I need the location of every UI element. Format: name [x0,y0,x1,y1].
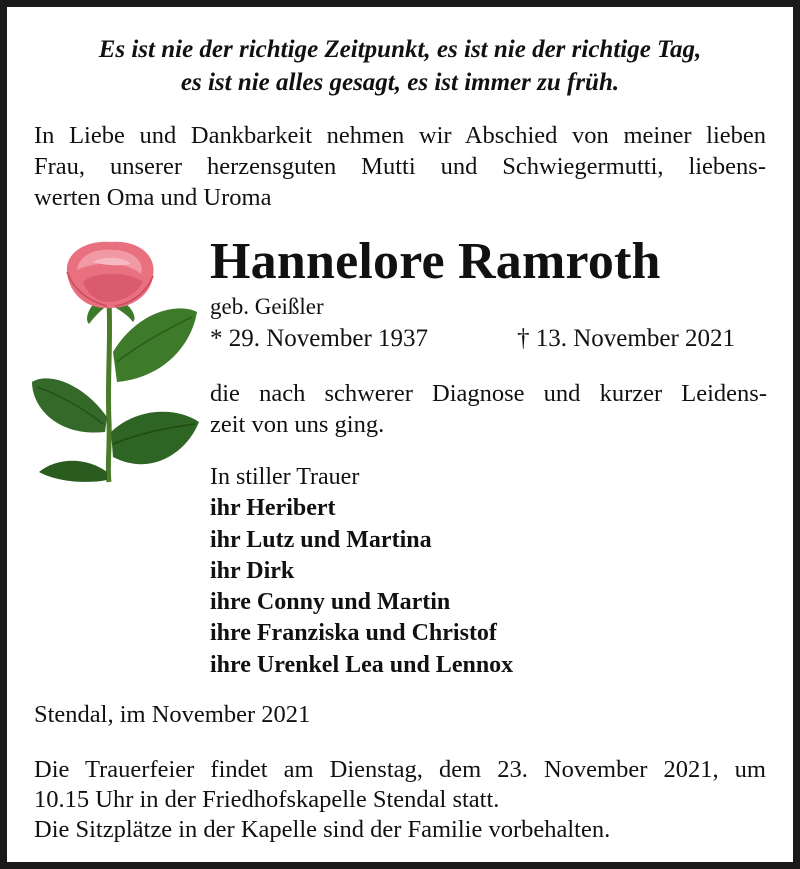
mourners-list [210,462,513,681]
mourner-name: ihr Dirk [210,557,295,584]
motto-line-2: es ist nie alles gesagt, es ist immer zu früh. [180,69,620,96]
passing-line-2: zeit von uns ging. [210,411,385,438]
passing-line-1: die nach schwerer Diagnose und kurzer Leidens- [210,380,767,407]
mourner-name: ihre Urenkel Lea und Lennox [210,651,514,678]
mourner-name: ihr Lutz und Martina [210,526,432,553]
mourner-name: ihre Franziska und Christof [210,620,497,647]
intro-line-1: In Liebe und Dankbarkeit nehmen wir Abschied von meiner lieben [34,122,766,149]
service-line-2: 10.15 Uhr in der Friedhofskapelle Stendal statt. [34,786,500,813]
born-name: geb. Geißler [210,294,324,319]
intro-line-2: Frau, unserer herzensguten Mutti und Schwiegermutti, liebens- [34,153,766,180]
service-line-1: Die Trauerfeier findet am Dienstag, dem 23. November 2021, um [34,756,766,783]
service-line-3: Die Sitzplätze in der Kapelle sind der Familie vorbehalten. [34,816,611,843]
mourner-name: ihr Heribert [210,495,336,522]
birth-date: * 29. November 1937 [210,325,429,352]
service-info [34,755,766,845]
death-date: † 13. November 2021 [517,325,736,352]
motto [7,33,793,99]
passing-text [210,378,767,440]
rose-icon [27,232,207,487]
motto-line-1: Es ist nie der richtige Zeitpunkt, es ist nie der richtige Tag, [98,36,702,63]
place-date: Stendal, im November 2021 [34,701,311,728]
deceased-name: Hannelore Ramroth [210,233,661,290]
intro-text [34,120,766,213]
mourners-heading: In stiller Trauer [210,464,360,490]
intro-line-3: werten Oma und Uroma [34,184,272,211]
mourner-name: ihre Conny und Martin [210,589,451,616]
